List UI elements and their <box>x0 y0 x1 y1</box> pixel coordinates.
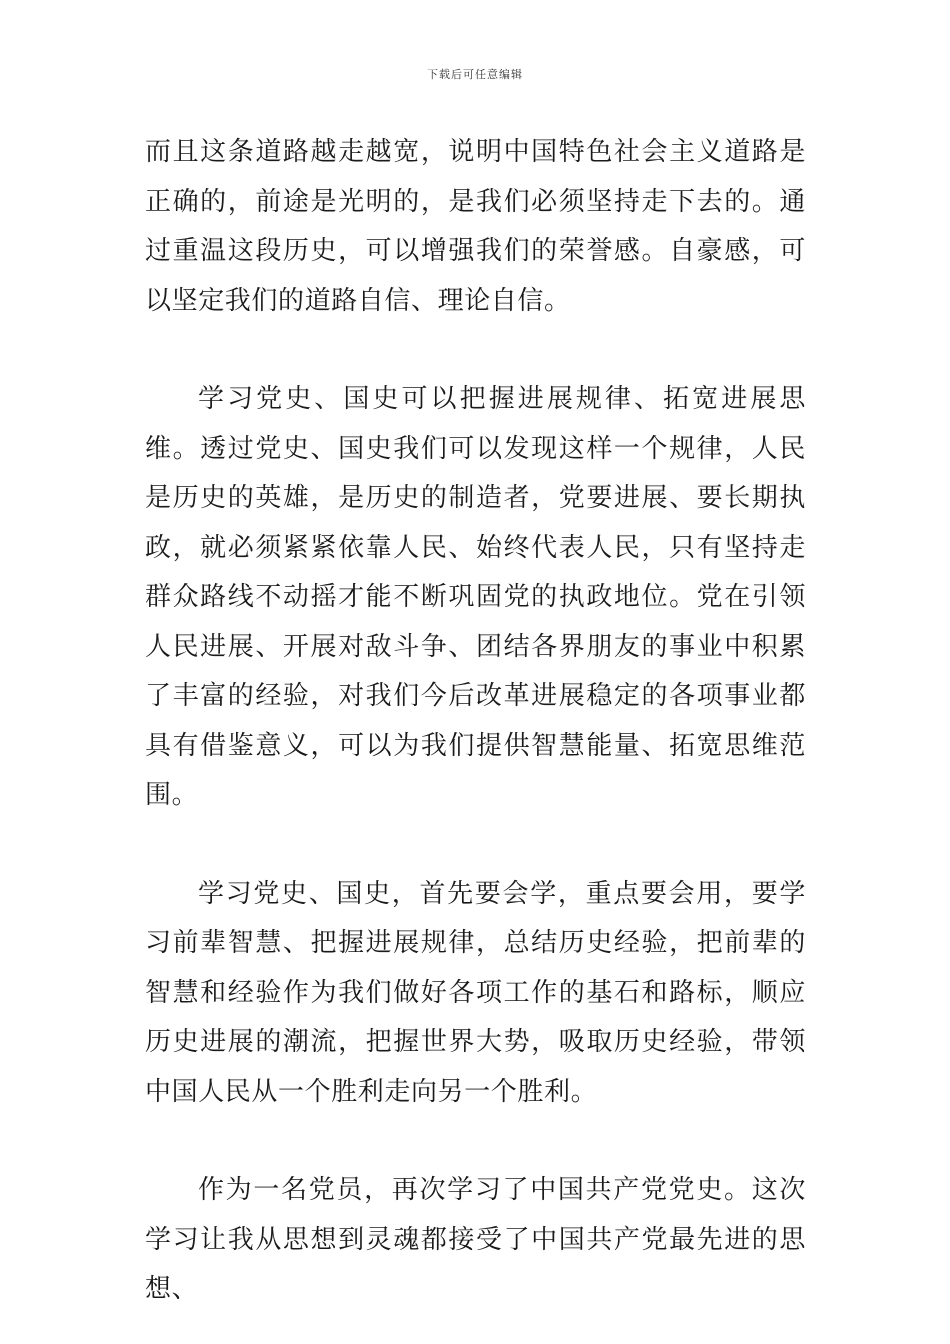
page-header: 下载后可任意编辑 <box>427 68 523 81</box>
paragraph-1: 而且这条道路越走越宽，说明中国特色社会主义道路是正确的，前途是光明的，是我们必须坚持走下去的。通过重温这段历史，可以增强我们的荣誉感。自豪感，可以坚定我们的道路自信、理论自信。 <box>145 137 806 316</box>
document-body <box>145 128 806 1315</box>
paragraph-2: 学习党史、国史可以把握进展规律、拓宽进展思维。透过党史、国史我们可以发现这样一个规律，人民是历史的英雄，是历史的制造者，党要进展、要长期执政，就必须紧紧依靠人民、始终代表人民，只有坚持走群众路线不动摇才能不断巩固党的执政地位。党在引领人民进展、开展对敌斗争、团结各界朋友的事业中积累了丰富的经验，对我们今后改革进展稳定的各项事业都具有借鉴意义，可以为我们提供智慧能量、拓宽思维范围。 <box>145 384 806 810</box>
paragraph-4: 作为一名党员，再次学习了中国共产党党史。这次学习让我从思想到灵魂都接受了中国共产党最先进的思想、 <box>145 1175 806 1304</box>
paragraph-3: 学习党史、国史，首先要会学，重点要会用，要学习前辈智慧、把握进展规律，总结历史经验，把前辈的智慧和经验作为我们做好各项工作的基石和路标，顺应历史进展的潮流，把握世界大势，吸取历史经验，带领中国人民从一个胜利走向另一个胜利。 <box>145 878 806 1107</box>
